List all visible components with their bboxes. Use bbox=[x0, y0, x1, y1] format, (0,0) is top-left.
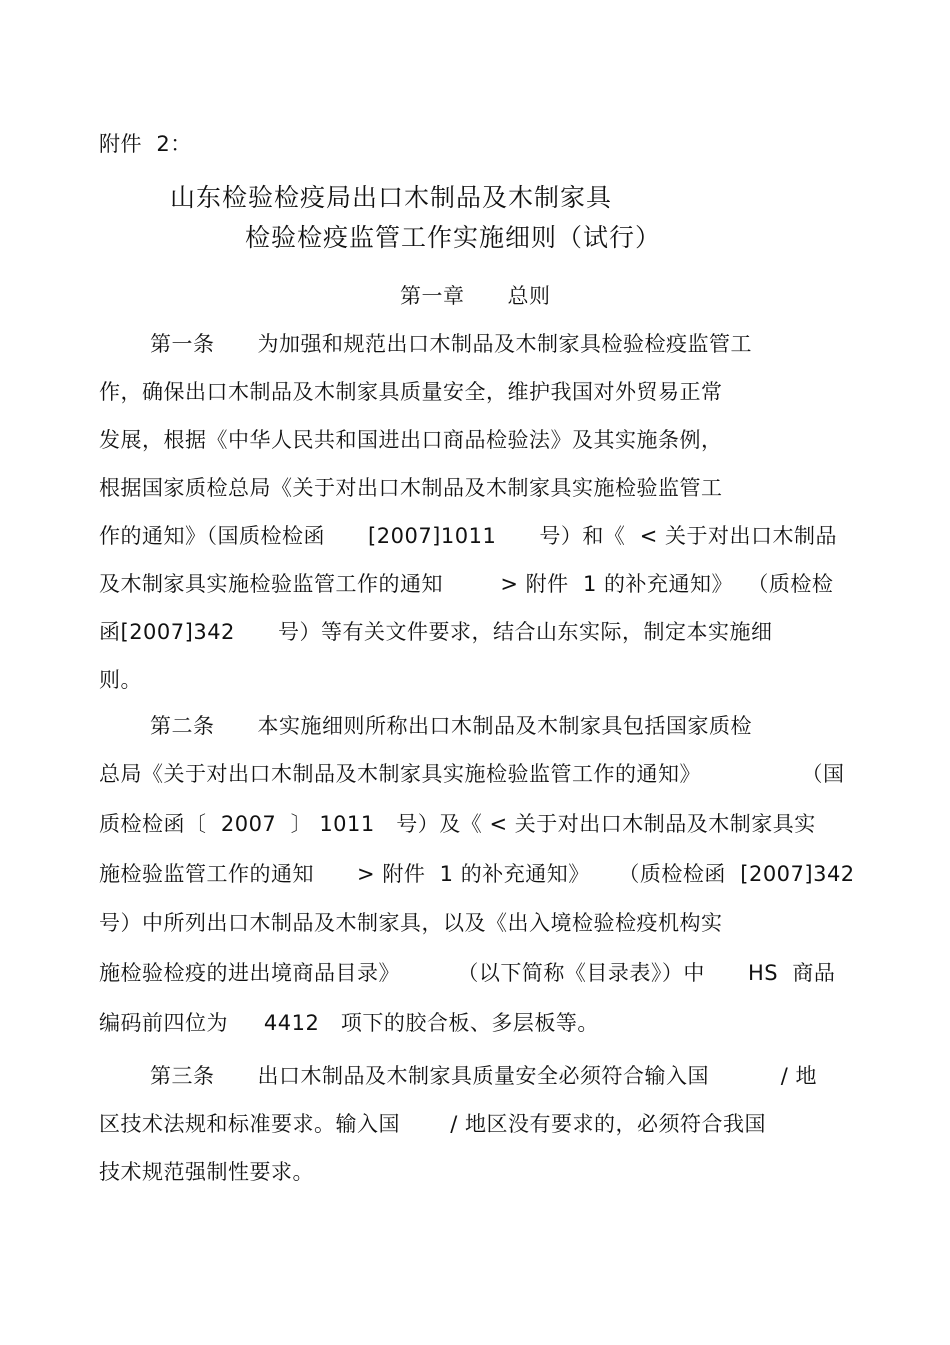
article3-line: 第三条 出口木制品及木制家具质量安全必须符合输入国 / 地 bbox=[150, 1064, 818, 1088]
article2-line: 编码前四位为 4412 项下的胶合板、多层板等。 bbox=[99, 1011, 599, 1035]
article1-line: 作，确保出口木制品及木制家具质量安全，维护我国对外贸易正常 bbox=[99, 380, 723, 404]
attachment-label: 附件 2： bbox=[99, 132, 192, 156]
article1-line: 发展，根据《中华人民共和国进出口商品检验法》及其实施条例， bbox=[99, 428, 723, 452]
article2-line: 第二条 本实施细则所称出口木制品及木制家具包括国家质检 bbox=[150, 714, 753, 738]
article2-line: 号）中所列出口木制品及木制家具，以及《出入境检验检疫机构实 bbox=[99, 911, 723, 935]
article3-line: 技术规范强制性要求。 bbox=[99, 1160, 314, 1184]
article1-line: 第一条 为加强和规范出口木制品及木制家具检验检疫监管工 bbox=[150, 332, 753, 356]
article2-line: 施检验监管工作的通知 > 附件 1 的补充通知》 （质检检函 [2007]342 bbox=[99, 862, 855, 886]
article2-line: 质检检函〔 2007 〕 1011 号）及《 < 关于对出口木制品及木制家具实 bbox=[99, 812, 816, 836]
article1-line: 则。 bbox=[99, 668, 142, 692]
article2-line: 总局《关于对出口木制品及木制家具实施检验监管工作的通知》 （国 bbox=[99, 762, 845, 786]
article1-line: 根据国家质检总局《关于对出口木制品及木制家具实施检验监管工 bbox=[99, 476, 723, 500]
article2-line: 施检验检疫的进出境商品目录》 （以下简称《目录表》）中 HS 商品 bbox=[99, 961, 836, 985]
title-line-2: 检验检疫监管工作实施细则（试行） bbox=[245, 223, 662, 252]
title-line-1: 山东检验检疫局出口木制品及木制家具 bbox=[170, 183, 613, 212]
article3-line: 区技术法规和标准要求。输入国 / 地区没有要求的，必须符合我国 bbox=[99, 1112, 766, 1136]
article1-line: 作的通知》（国质检检函 [2007]1011 号）和《 < 关于对出口木制品 bbox=[99, 524, 837, 548]
article1-line: 及木制家具实施检验监管工作的通知 > 附件 1 的补充通知》 （质检检 bbox=[99, 572, 834, 596]
chapter-heading: 第一章 总则 bbox=[400, 284, 551, 308]
article1-line: 函[2007]342 号）等有关文件要求，结合山东实际，制定本实施细 bbox=[99, 620, 773, 644]
